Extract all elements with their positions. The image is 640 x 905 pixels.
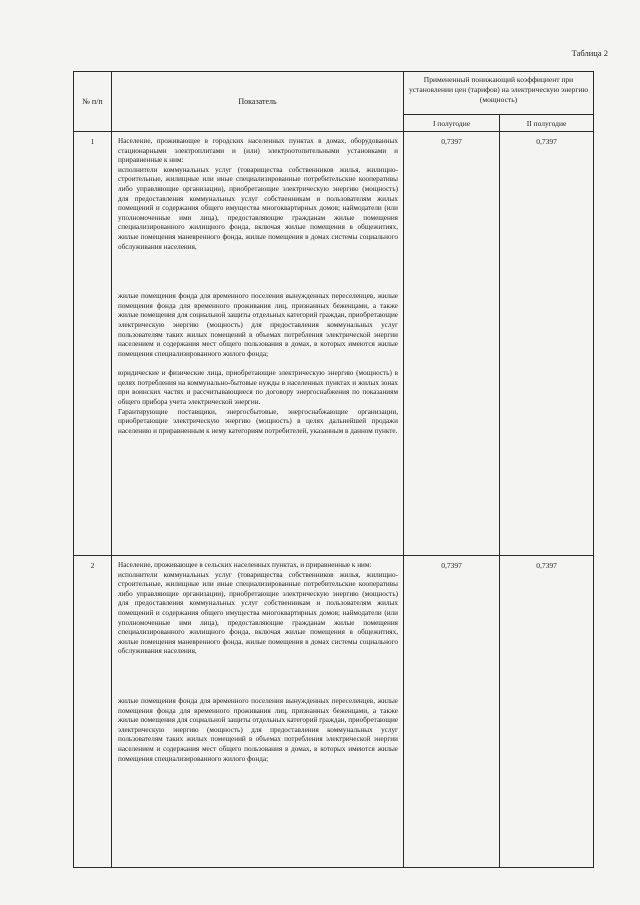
indicator-paragraph: жилые помещения фонда для временного поселения вынужденных переселенцев, жилые помещения фонда для временного проживания лиц, признанных беженцами, а также жилые помещения для социальной защиты отдельных категорий граждан, приобретающие электрическую энергию (мощность) для предоставления коммунальных услуг пользователям таких жилых помещений в объемах потребления электрической энергии населением и содержания мест общего пользования в домах, в которых имеются жилые помещения специализированного жилого фонда; <box>118 696 398 763</box>
table-row <box>74 132 594 556</box>
indicator-paragraph: Население, проживающее в городских населенных пунктах в домах, оборудованных стационарными электроплитами и (или) электроотопительными установками и приравненные к ним: <box>118 137 398 165</box>
tariff-table <box>73 71 594 868</box>
coefficient-half2: 0,7397 <box>500 132 594 556</box>
indicator-paragraph: исполнители коммунальных услуг (товарищества собственников жилья, жилищно-строительные, жилищные или иные специализированные потребительские кооперативы либо управляющие организации), приобретающие электрическую энергию (мощность) для предоставления коммунальных услуг собственникам и пользователям жилых помещений и содержания общего имущества многоквартирных домов; наймодатели (или уполномоченные ими лица), предоставляющие гражданам жилые помещения специализированного жилищного фонда, включая жилые помещения в общежитиях, жилые помещения маневренного фонда, жилые помещения в домах системы социального обслуживания населения, <box>118 570 398 656</box>
indicator-paragraph: юридические и физические лица, приобретающие электрическую энергию (мощность) в целях потребления на коммунально-бытовые нужды в населенных пунктах и жилых зонах при воинских частях и рассчитывающиеся по договору энергоснабжения по показаниям общего прибора учета электрической энергии. <box>118 369 398 407</box>
table-label: Таблица 2 <box>571 48 608 58</box>
table-row <box>74 556 594 868</box>
coefficient-half2: 0,7397 <box>500 556 594 868</box>
indicator-paragraph: исполнители коммунальных услуг (товарищества собственников жилья, жилищно-строительные, жилищные или иные специализированные потребительские кооперативы либо управляющие организации), приобретающие электрическую энергию (мощность) для предоставления коммунальных услуг собственникам и пользователям жилых помещений и содержания общего имущества многоквартирных домов; наймодатели (или уполномоченные ими лица), предоставляющие гражданам жилые помещения специализированного жилищного фонда, включая жилые помещения в общежитиях, жилые помещения маневренного фонда, жилые помещения в домах системы социального обслуживания населения, <box>118 165 398 251</box>
indicator-cell <box>112 132 404 556</box>
column-header-indicator: Показатель <box>112 72 404 132</box>
coefficient-half1: 0,7397 <box>404 132 500 556</box>
row-number: 2 <box>74 556 112 868</box>
coefficient-half1: 0,7397 <box>404 556 500 868</box>
indicator-cell <box>112 556 404 868</box>
row-number: 1 <box>74 132 112 556</box>
header-row <box>74 72 594 115</box>
indicator-paragraph: Гарантирующие поставщики, энергосбытовые, энергоснабжающие организации, приобретающие электрическую энергию (мощность) в целях дальнейшей продажи населению и приравненным к нему категориям потребителей, указанным в данном пункте. <box>118 407 398 435</box>
column-header-number: № п/п <box>74 72 112 132</box>
column-header-coefficient: Примененный понижающий коэффициент при установлении цен (тарифов) на электрическую энергию (мощность) <box>404 72 594 115</box>
column-header-half1: I полугодие <box>404 115 500 132</box>
indicator-paragraph: Население, проживающее в сельских населенных пунктах, и приравненные к ним: <box>118 561 372 569</box>
indicator-paragraph: жилые помещения фонда для временного поселения вынужденных переселенцев, жилые помещения фонда для временного проживания лиц, признанных беженцами, а также жилые помещения для социальной защиты отдельных категорий граждан, приобретающие электрическую энергию (мощность) для предоставления коммунальных услуг пользователям таких жилых помещений в объемах потребления электрической энергии населением и содержания мест общего пользования в домах, в которых имеются жилые помещения специализированного жилого фонда; <box>118 292 398 358</box>
column-header-half2: II полугодие <box>500 115 594 132</box>
